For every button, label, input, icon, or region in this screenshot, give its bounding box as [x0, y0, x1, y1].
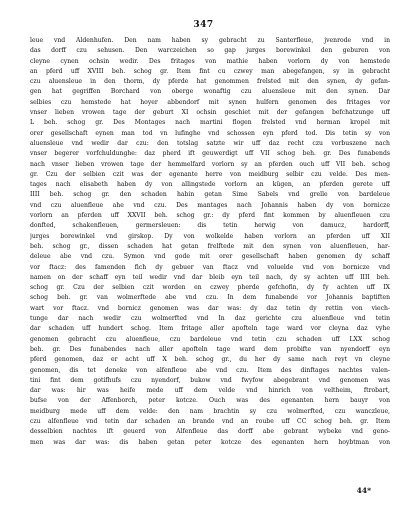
text-line: orer gesellschaft eynen man tod vn lufinghe vnd schossen eyn pferd tod. Dis tetin sy von [30, 129, 390, 137]
text-line: vor ftacz: des famenden fich dy gebuer van ftacz vnd voluelde vnd von bornicze vnd [30, 263, 390, 271]
text-line: IIII beh. schog gr. den schaden habin getan Sime Sabels vnd grelle von bardeleue [30, 191, 390, 199]
text-line: vnser begerer vorfchuldunghe: daz pherd ift geuwerdigt uff VII schog beh. gr. Des funabends [30, 150, 390, 158]
text-line: leue vnd Aldenhufen. Den nam haben sy gebracht zu Santerfleue, jvenrode vnd in [30, 37, 390, 44]
text-line: meidburg mede uff dem velde: den nam brachtin sy czu wolmerfted, czu wanczleue, [30, 407, 390, 415]
text-line: wart vor ftacz. vnd bornicz genomen was dar was: dy daz tetin dy rettin von viech- [30, 304, 390, 312]
body-text [30, 36, 390, 448]
text-line: vnser lieben vrowen tage der geburt XI ochsin geschiet mit der gefangen befchatzunge uff [30, 109, 390, 117]
text-line: donfted, schakenfleuen, germersleuen: dis tetin herwig von damucz, hardorff, [30, 222, 390, 230]
text-line: genomen, dis tet deneke von alfenfleue abe vnd czu. Item des dinftages nachtes valen- [30, 366, 390, 374]
text-line: schog gr. Czu der selbien czit worden en czwey pherde gefchofin, dy fy achten uff IX [30, 284, 390, 292]
text-line: desselbien nachtes ift geuerd von Alfenfleue das dorff abe gebrant wybeke vnd geno- [30, 428, 390, 436]
text-line: tini fint dem gotifhufs czu nyendorf, bukow vnd fwyfow abegebrant vnd genomen was [30, 376, 390, 384]
text-line: czu alfenfleue vnd tetin dar schaden an brande vnd an roube uff CC schog beh. gr. Item [30, 417, 390, 425]
text-line: czu aluensleue in den thorm, dy pferde hat genommen frelsted mit den synen, dy gefan- [30, 78, 390, 86]
page-number: 347 [193, 20, 214, 30]
text-line: L beh. schog gr. Des Montages nach martini flogen frelsted vnd herman kropel mit [30, 119, 390, 127]
text-line: nach vnser lieben vrowen tage der hemmelfard vorlorn sy an pferden ouch uff VII beh. schog [30, 160, 390, 168]
text-line: dar schaden uff hundert schog. Item fritage aller apofteln tage ward vor cleyna daz vyhe [30, 325, 390, 333]
text-line: bufse von der Affenborch, peter kotcze. Ouch was des egenanten hern bauyr von [30, 397, 390, 405]
text-line: pferd genomen, daz er acht uff X beh. schog gr., du her dy same nach reyt vn cleyne [30, 356, 390, 364]
text-line: beh. gr. Des funabendes nach aller apofteln tage ward dem probifte van nyendorff eyn [30, 345, 390, 353]
text-line: vorlorn an pferden uff XXVII beh. schog gr.: dy pferd fint kommen by aluenfleuen czu [30, 212, 390, 220]
signature-mark: 44* [356, 486, 371, 495]
text-line: cleyne cynen ochsin wedir. Des fritages von mathie haben vorlorn dy von hemstede [30, 57, 390, 65]
text-line: tunge dar nach wedir czu wolmerfted vnd In daz gerichte czu aluenfleue vnd tetin [30, 315, 390, 323]
text-line: selbies czu hemstede hat hoyer abbendorf mit synen hulfern genomen des fritages vor [30, 98, 390, 106]
text-line: tages nach elisabeth haben dy von allingstede vorlorn an kügen, an pferden gerete uff [30, 181, 390, 189]
text-line: men was dar was: dis haben getan peter kotcze des egenanten hern hoybtman von [30, 438, 390, 446]
text-line: gr. Czu der selbien czit was der egenante herre von meidburg selbir czu velde. Des men- [30, 170, 390, 178]
text-line: an pferd uff XVIII beh. schog gr. Item fint cu czwey man abegefangen, sy in gebracht [30, 67, 390, 75]
text-line: gen hat gegriffen Borchard von oberge wonaftig czu aluensleue mit den synen. Dar [30, 88, 390, 96]
text-line: beh. schog gr., dissen schaden hat getan frelftede mit den synen von aluenfleuen, har- [30, 242, 390, 250]
text-line: deleue abe vnd czu. Symon vnd gode mit orer gesellschaft haben genomen dy schaff [30, 253, 390, 261]
text-line: schog beh. gr. van wolmerftede abe vnd czu. In dem funabende vor Johannis baptiften [30, 294, 390, 302]
text-line: dar was: hir was heife mede uff dem velde vnd hinrich von veltheim, ftrobart, [30, 387, 390, 395]
text-line: aluensleue vnd wedir dar czu: den totslag satzte wir uff daz recht czu vorbuszene nach [30, 139, 390, 147]
text-line: vnd czu aluenfleue ahe vnd czu. Des mantages nach Johannis haben dy von bornicze [30, 201, 390, 209]
text-line: namen on der schaff eyn teil wedir vnd dar bleib eyn teil nach, dy sy achten uff IIII beh. [30, 273, 390, 281]
text-line: genomen gebracht czu aluenfleue, czu bardeleue vnd tetin czu schaden uff LXX schog [30, 335, 390, 343]
text-line: jurges borewinkel vnd girskop. Dy von wolkelde haben vorlorn an pferden uff XII [30, 232, 390, 240]
text-line: das dorff czu sehusen. Den warczeichen so gap jurges borewinkel den geburen von [30, 47, 390, 55]
